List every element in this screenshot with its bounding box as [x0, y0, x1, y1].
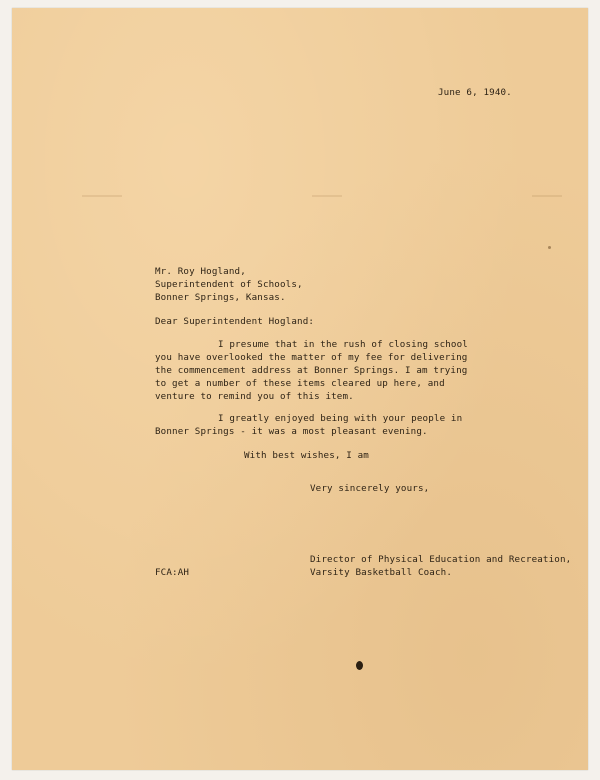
letter-body	[12, 8, 588, 578]
paragraph-line: Bonner Springs - it was a most pleasant evening.	[155, 426, 428, 437]
ink-dot	[356, 661, 363, 670]
recipient-line: Mr. Roy Hogland,	[155, 266, 246, 277]
bleed-through-mark	[532, 195, 562, 197]
closing-phrase: With best wishes, I am	[244, 450, 369, 461]
paragraph-line: I presume that in the rush of closing school	[218, 339, 468, 350]
salutation: Dear Superintendent Hogland:	[155, 316, 315, 327]
closing: Very sincerely yours,	[310, 483, 430, 494]
paragraph-line: the commencement address at Bonner Springs. I am trying	[155, 365, 468, 376]
bleed-through-mark	[82, 195, 122, 197]
signature-title-line: Varsity Basketball Coach.	[310, 567, 453, 578]
paper-speck	[548, 246, 551, 249]
recipient-line: Bonner Springs, Kansas.	[155, 292, 286, 303]
letter-page	[12, 8, 588, 770]
letter-date: June 6, 1940.	[438, 87, 512, 98]
recipient-line: Superintendent of Schools,	[155, 279, 303, 290]
paragraph-line: to get a number of these items cleared up here, and	[155, 378, 445, 389]
signature-title-line: Director of Physical Education and Recreation,	[310, 554, 572, 565]
paragraph-line: I greatly enjoyed being with your people in	[218, 413, 463, 424]
paragraph-line: you have overlooked the matter of my fee for delivering	[155, 352, 468, 363]
paragraph-line: venture to remind you of this item.	[155, 391, 354, 402]
typist-initials: FCA:AH	[155, 567, 190, 578]
bleed-through-mark	[312, 195, 342, 197]
